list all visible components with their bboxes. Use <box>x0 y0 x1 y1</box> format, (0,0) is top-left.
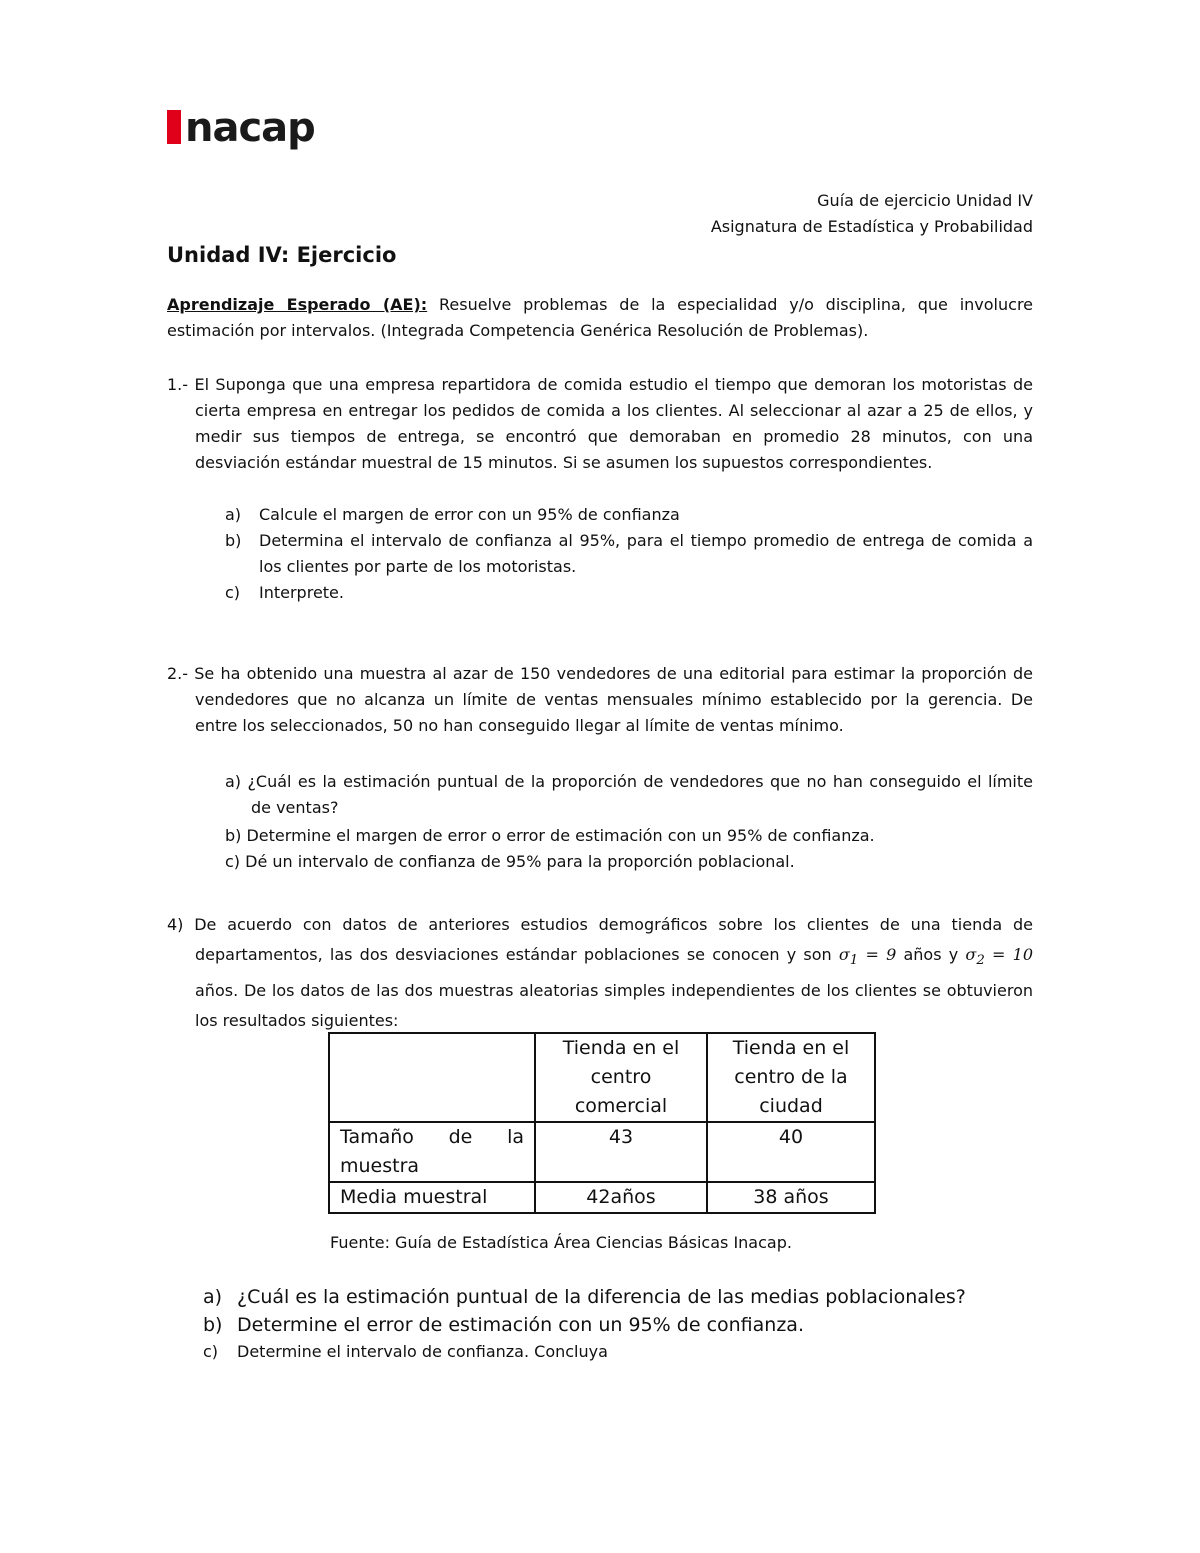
item-text: Determine el margen de error o error de estimación con un 95% de confianza. <box>246 826 875 845</box>
sigma-1-letter: σ <box>838 945 850 964</box>
question-1-body: El Suponga que una empresa repartidora de comida estudio el tiempo que demoran los motoristas de cierta empresa en entregar los pedidos de comida a los clientes. Al seleccionar al azar a 25 de ellos, y medir sus tiempos de entrega, se encontró que demoraban en promedio 28 minutos, con una desviación estándar muestral de 15 minutos. Si se asumen los supuestos correspondientes. <box>194 375 1033 472</box>
learning-outcome-label: Aprendizaje Esperado (AE): <box>167 295 428 314</box>
question-2-body: Se ha obtenido una muestra al azar de 150 vendedores de una editorial para estimar la proporción de vendedores que no alcanza un límite de ventas mensuales mínimo establecido por la gerencia. De entre los seleccionados, 50 no han conseguido llegar al límite de ventas mínimo. <box>194 664 1034 735</box>
question-1-item-a <box>167 502 1033 528</box>
inacap-logo <box>167 100 315 151</box>
header-line-subject: Asignatura de Estadística y Probabilidad <box>710 217 1033 236</box>
item-label: c) <box>203 1342 219 1361</box>
question-2-text <box>167 661 1033 739</box>
question-1-number: 1.- <box>167 375 195 394</box>
table-header-cell <box>329 1033 535 1122</box>
sigma-1-subscript: 1 <box>849 953 859 969</box>
table-header-row <box>329 1033 875 1122</box>
question-4-body-b: años y <box>896 945 966 964</box>
sigma-2-value: = 10 <box>984 945 1034 964</box>
results-table <box>328 1032 876 1214</box>
item-text: Determine el intervalo de confianza. Concluya <box>237 1342 608 1361</box>
logo-mark-icon <box>167 110 181 144</box>
item-text: ¿Cuál es la estimación puntual de la diferencia de las medias poblacionales? <box>237 1286 966 1308</box>
question-4-body-c: años. De los datos de las dos muestras aleatorias simples independientes de los clientes se obtuvieron los resultados siguientes: <box>195 981 1033 1031</box>
question-1-item-c <box>167 580 1033 606</box>
unit-title: Unidad IV: Ejercicio <box>167 243 397 267</box>
table-cell: 43 <box>535 1122 707 1182</box>
table-row <box>329 1182 875 1213</box>
table-header-cell: Tienda en el centro comercial <box>535 1033 707 1122</box>
table-cell: Media muestral <box>329 1182 535 1213</box>
sigma-1-symbol <box>838 945 897 969</box>
item-text: Determina el intervalo de confianza al 95%, para el tiempo promedio de entrega de comida a los clientes por parte de los motoristas. <box>259 531 1033 576</box>
item-label: b) <box>203 1314 223 1336</box>
question-4-items <box>167 1283 1033 1365</box>
item-text: ¿Cuál es la estimación puntual de la proporción de vendedores que no han conseguido el límite de ventas? <box>247 772 1033 817</box>
logo-text: nacap <box>185 105 315 151</box>
table-row <box>329 1122 875 1182</box>
question-2 <box>167 661 1033 875</box>
question-4-item-a <box>167 1283 1033 1311</box>
item-text: Dé un intervalo de confianza de 95% para la proporción poblacional. <box>245 852 795 871</box>
item-text: Determine el error de estimación con un 95% de confianza. <box>237 1314 804 1336</box>
table-cell: Tamaño de la muestra <box>329 1122 535 1182</box>
item-text: Interprete. <box>259 583 344 602</box>
question-1-text <box>167 372 1033 476</box>
question-4-item-c <box>167 1339 1033 1365</box>
header-line-guide: Guía de ejercicio Unidad IV <box>817 191 1033 210</box>
sigma-2-subscript: 2 <box>976 953 985 969</box>
question-4-text <box>167 910 1033 1036</box>
table-header-cell: Tienda en el centro de la ciudad <box>707 1033 875 1122</box>
item-text: Calcule el margen de error con un 95% de confianza <box>259 505 680 524</box>
item-label: b) <box>225 826 247 845</box>
question-4-item-b <box>167 1311 1033 1339</box>
table-cell: 42años <box>535 1182 707 1213</box>
item-label: a) <box>203 1286 223 1308</box>
table-cell: 40 <box>707 1122 875 1182</box>
item-label: a) <box>225 772 248 791</box>
item-label: c) <box>225 852 246 871</box>
document-header <box>711 188 1033 240</box>
question-2-number: 2.- <box>167 664 195 683</box>
item-label: a) <box>225 505 242 524</box>
question-4 <box>167 910 1033 1036</box>
question-2-item-a <box>167 769 1033 821</box>
table-source: Fuente: Guía de Estadística Área Ciencias Básicas Inacap. <box>330 1233 792 1252</box>
question-2-item-c <box>167 849 1033 875</box>
question-2-item-b <box>167 823 1033 849</box>
question-4-body-a: De acuerdo con datos de anteriores estudios demográficos sobre los clientes de una tienda de departamentos, las dos desviaciones estándar poblaciones se conocen y son <box>194 915 1033 964</box>
question-4-number: 4) <box>167 915 195 934</box>
sigma-2-letter: σ <box>965 945 977 964</box>
question-1-item-b <box>167 528 1033 580</box>
table-cell: 38 años <box>707 1182 875 1213</box>
sigma-1-value: = 9 <box>858 945 897 964</box>
sigma-2-symbol <box>965 945 1034 969</box>
learning-outcome <box>167 292 1033 344</box>
item-label: b) <box>225 531 242 550</box>
learning-outcome-text: Resuelve problemas de la especialidad y/o disciplina, que involucre estimación por intervalos. (Integrada Competencia Genérica Resolución de Problemas). <box>167 295 1034 340</box>
item-label: c) <box>225 583 241 602</box>
question-1 <box>167 372 1033 606</box>
